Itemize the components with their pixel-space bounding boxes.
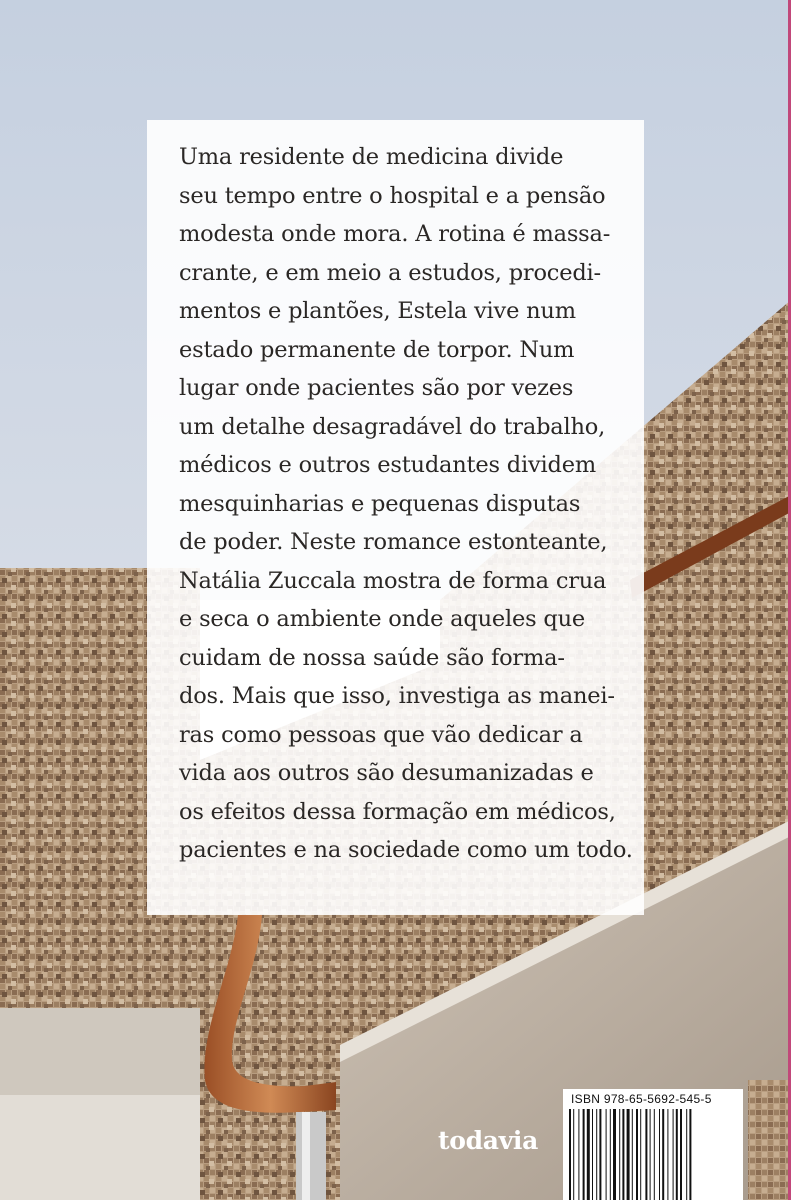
- blurb-line: dos. Mais que isso, investiga as manei-: [179, 683, 615, 709]
- blurb-line: ras como pessoas que vão dedicar a: [179, 721, 583, 748]
- barcode-icon: [569, 1109, 737, 1200]
- blurb-line: lugar onde pacientes são por vezes: [179, 375, 574, 401]
- blurb-line: Natália Zuccala mostra de forma crua: [179, 567, 607, 594]
- blurb-line: de poder. Neste romance estonteante,: [179, 529, 608, 555]
- blurb-line: vida aos outros são desumanizadas e: [179, 760, 594, 786]
- publisher-logo: todavia: [438, 1126, 539, 1155]
- blurb-line: médicos e outros estudantes dividem: [179, 452, 596, 478]
- blurb-line: mentos e plantões, Estela vive num: [179, 298, 576, 324]
- blurb-line: estado permanente de torpor. Num: [179, 336, 575, 363]
- blurb-line: e seca o ambiente onde aqueles que: [179, 606, 586, 632]
- isbn-barcode-box: [563, 1089, 743, 1200]
- blurb-line: pacientes e na sociedade como um todo.: [179, 837, 633, 863]
- blurb-line: cuidam de nossa saúde são forma-: [179, 644, 565, 671]
- isbn-number: ISBN 978-65-5692-545-5: [571, 1092, 712, 1106]
- blurb-line: crante, e em meio a estudos, procedi-: [179, 259, 601, 286]
- blurb-line: um detalhe desagradável do trabalho,: [179, 413, 606, 440]
- blurb-line: Uma residente de medicina divide: [179, 144, 564, 170]
- blurb-line: os efeitos dessa formação em médicos,: [179, 798, 616, 825]
- blurb-panel: [147, 120, 644, 915]
- blurb-line: mesquinharias e pequenas disputas: [179, 490, 581, 517]
- blurb-line: modesta onde mora. A rotina é massa-: [179, 221, 611, 247]
- blurb-line: seu tempo entre o hospital e a pensão: [179, 182, 606, 209]
